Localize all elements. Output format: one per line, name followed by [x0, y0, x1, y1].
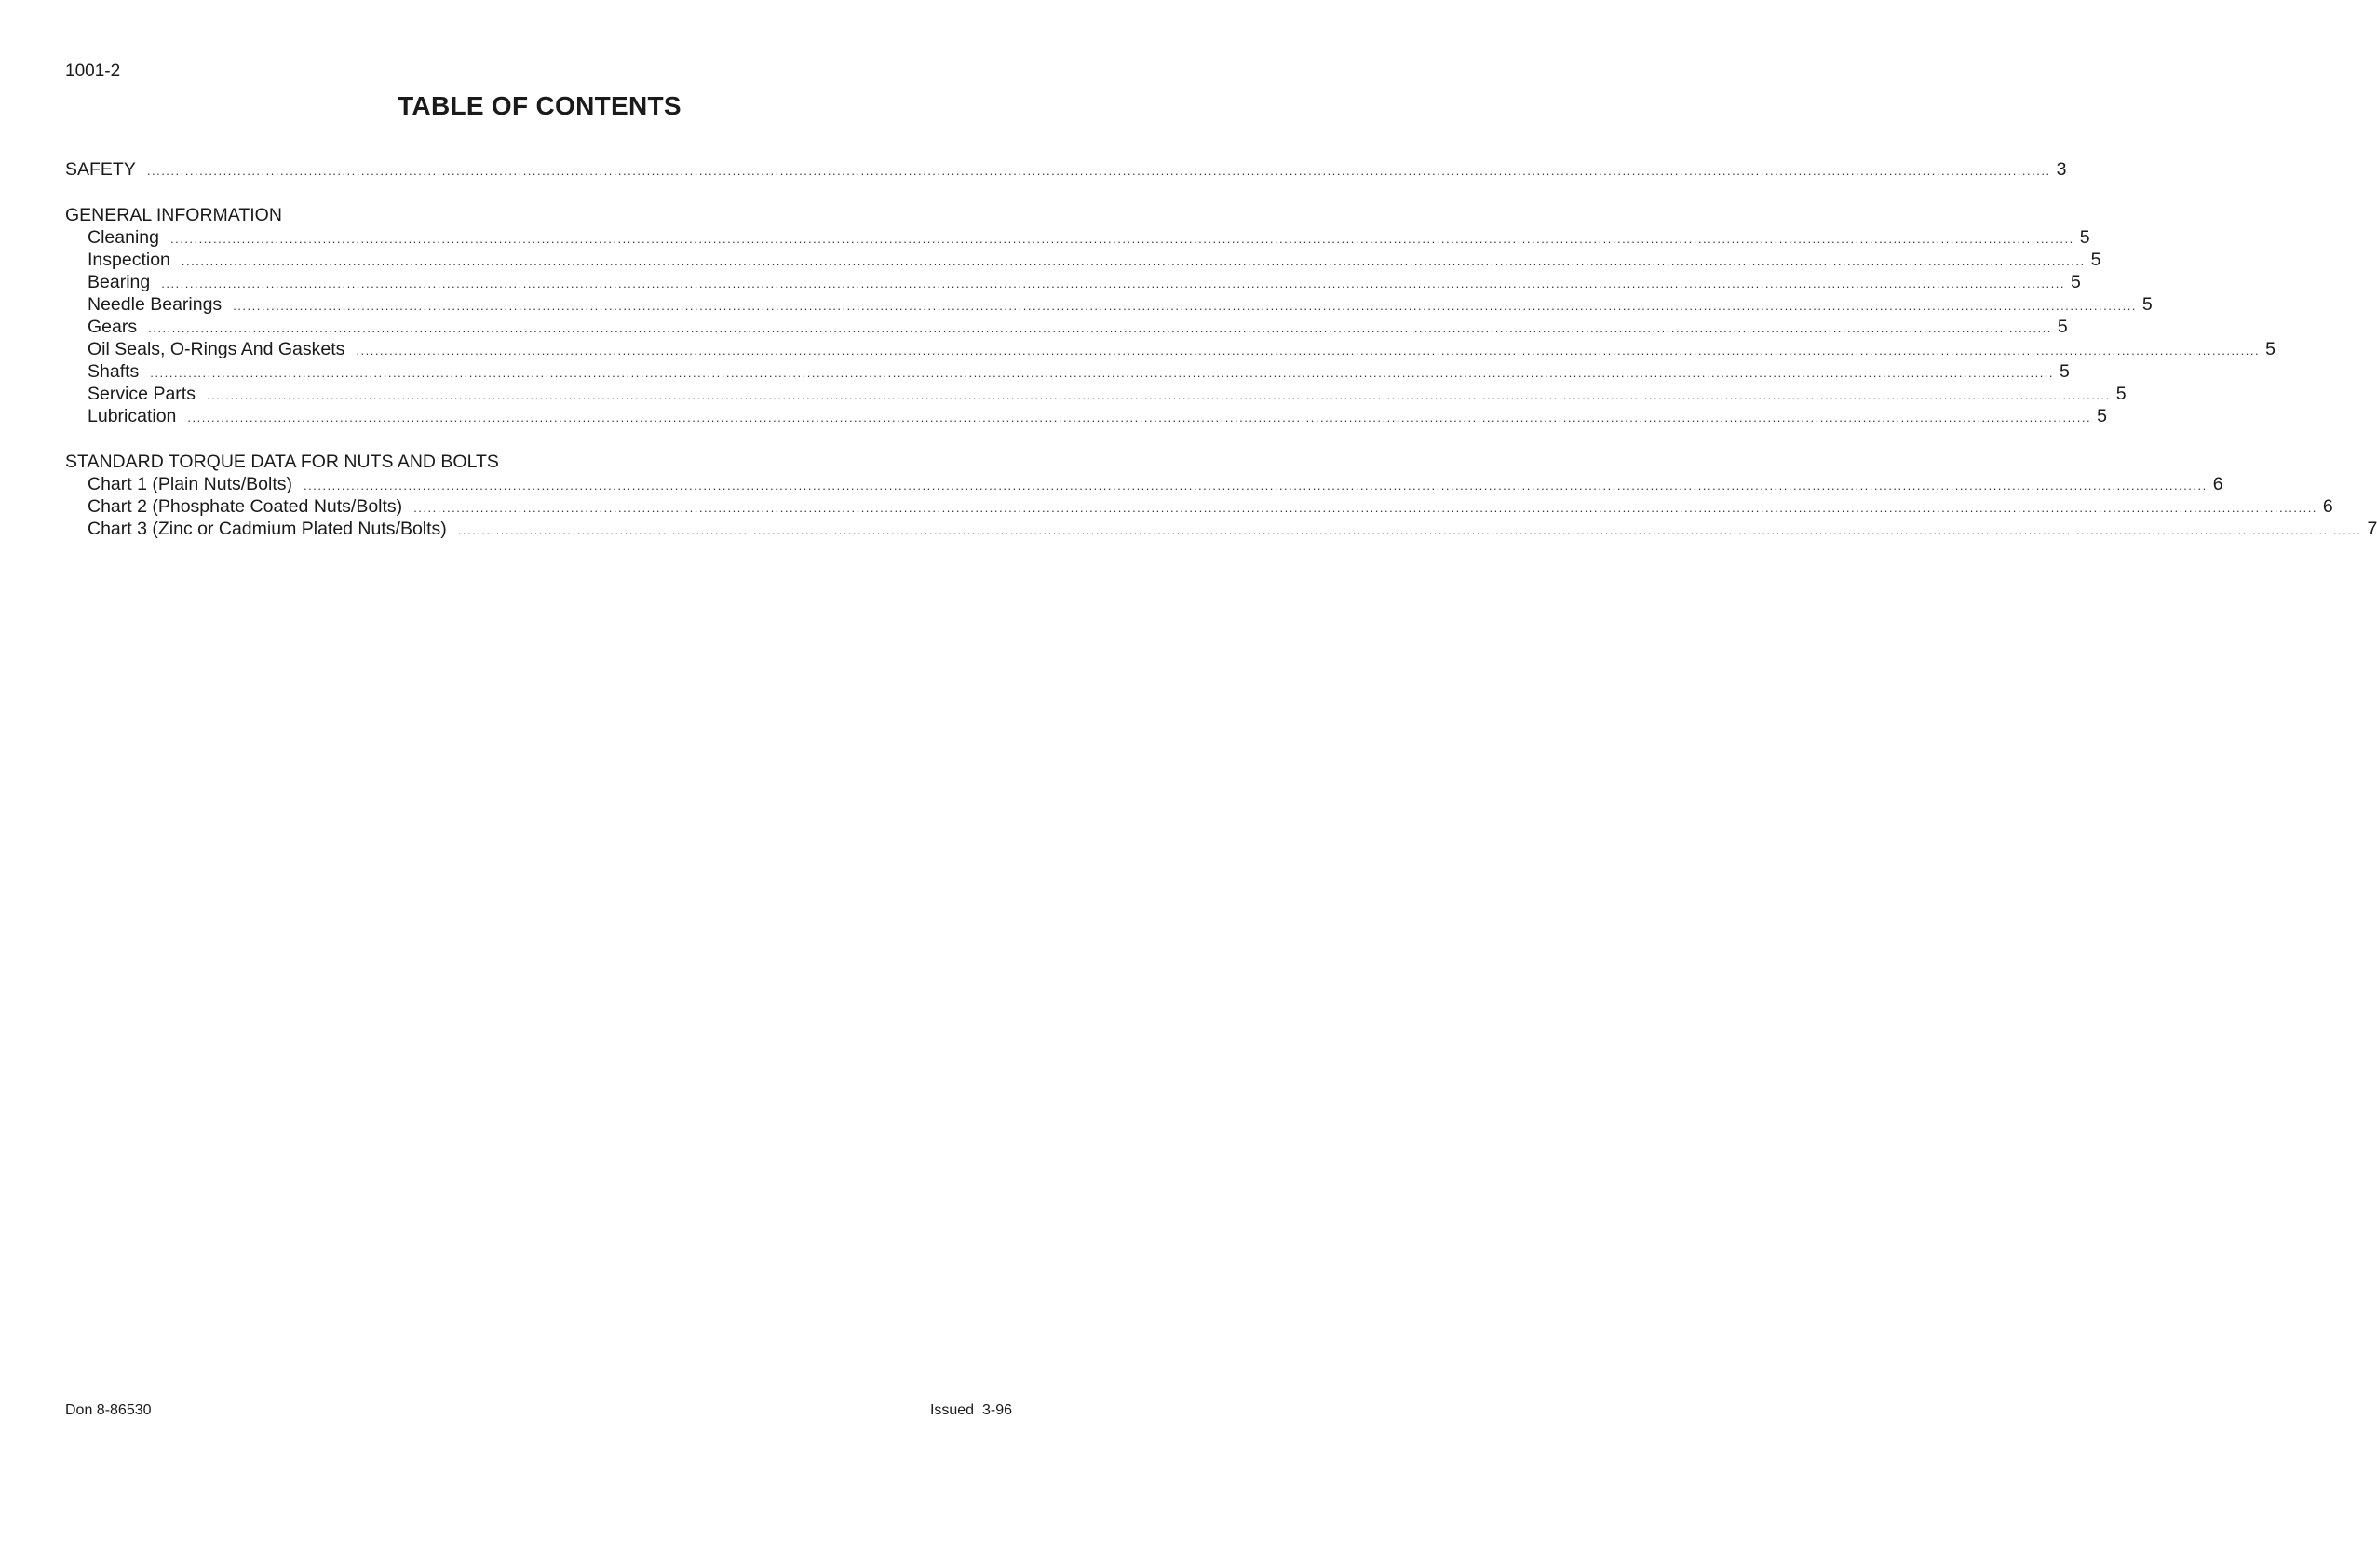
toc-leader-dots: ................................................................................................................................................................................................................................................................................................................................................................................................................ [457, 523, 2362, 537]
toc-entry-label: Shafts [88, 361, 140, 382]
toc-entry-page: 5 [2079, 227, 2090, 248]
section-heading-general-information: GENERAL INFORMATION [65, 205, 282, 225]
toc-entry-page: 6 [2322, 496, 2333, 517]
toc-entry-chart-3[interactable] [88, 518, 2377, 540]
toc-entry-label: Oil Seals, O-Rings And Gaskets [88, 339, 345, 359]
toc-leader-dots: ................................................................................................................................................................................................................................................................................................................................................................................................................ [187, 411, 2092, 425]
toc-entry-label: Inspection [88, 250, 170, 270]
toc-entry-label: Gears [88, 317, 138, 337]
toc-entry-page: 5 [2057, 317, 2068, 337]
toc-entry-lubrication[interactable] [88, 405, 2107, 427]
toc-entry-label: SAFETY [65, 159, 136, 180]
toc-entry-page: 5 [2115, 384, 2127, 404]
toc-entry-needle-bearings[interactable] [88, 293, 2153, 316]
footer-issue-date: Issued 3-96 [929, 1402, 1012, 1418]
toc-entry-oil-seals[interactable] [88, 338, 2276, 360]
toc-entry-label: Bearing [88, 272, 151, 292]
toc-leader-dots: ................................................................................................................................................................................................................................................................................................................................................................................................................ [181, 254, 2086, 268]
toc-leader-dots: ................................................................................................................................................................................................................................................................................................................................................................................................................ [169, 232, 2074, 246]
toc-entry-shafts[interactable] [88, 360, 2070, 383]
toc-entry-page: 7 [2367, 519, 2377, 539]
toc-leader-dots: ................................................................................................................................................................................................................................................................................................................................................................................................................ [206, 388, 2111, 402]
page-number: 1001-2 [65, 61, 121, 81]
toc-leader-dots: ................................................................................................................................................................................................................................................................................................................................................................................................................ [161, 277, 2065, 291]
footer-document-number: Don 8-86530 [65, 1402, 152, 1418]
toc-entry-chart-2[interactable] [88, 495, 2333, 518]
toc-leader-dots: ................................................................................................................................................................................................................................................................................................................................................................................................................ [356, 344, 2261, 358]
toc-leader-dots: ................................................................................................................................................................................................................................................................................................................................................................................................................ [150, 366, 2055, 380]
toc-entry-label: Lubrication [88, 406, 177, 426]
toc-entry-service-parts[interactable] [88, 383, 2127, 405]
toc-entry-page: 3 [2056, 159, 2067, 180]
toc-entry-page: 5 [2090, 250, 2101, 270]
toc-entry-label: Service Parts [88, 384, 196, 404]
page-title: TABLE OF CONTENTS [398, 91, 682, 120]
toc-entry-label: Needle Bearings [88, 294, 223, 315]
section-heading-torque-data: STANDARD TORQUE DATA FOR NUTS AND BOLTS [65, 452, 499, 472]
toc-entry-page: 5 [2141, 294, 2153, 315]
toc-entry-page: 6 [2212, 474, 2223, 494]
toc-entry-page: 5 [2097, 406, 2107, 426]
toc-leader-dots: ................................................................................................................................................................................................................................................................................................................................................................................................................ [304, 479, 2208, 493]
toc-entry-gears[interactable] [88, 316, 2068, 338]
toc-entry-chart-1[interactable] [88, 473, 2223, 495]
toc-entry-inspection[interactable] [88, 249, 2101, 271]
toc-entry-safety[interactable] [65, 158, 2067, 181]
toc-entry-label: Chart 3 (Zinc or Cadmium Plated Nuts/Bolts) [88, 519, 447, 539]
toc-entry-bearing[interactable] [88, 271, 2081, 293]
toc-leader-dots: ................................................................................................................................................................................................................................................................................................................................................................................................................ [146, 164, 2051, 178]
toc-entry-label: Chart 1 (Plain Nuts/Bolts) [88, 474, 292, 494]
toc-entry-page: 5 [2070, 272, 2081, 292]
toc-leader-dots: ................................................................................................................................................................................................................................................................................................................................................................................................................ [413, 501, 2317, 515]
toc-leader-dots: ................................................................................................................................................................................................................................................................................................................................................................................................................ [233, 299, 2137, 313]
toc-entry-cleaning[interactable] [88, 226, 2090, 249]
toc-entry-page: 5 [2060, 361, 2070, 382]
toc-entry-label: Cleaning [88, 227, 159, 248]
toc-leader-dots: ................................................................................................................................................................................................................................................................................................................................................................................................................ [148, 321, 2052, 335]
toc-entry-label: Chart 2 (Phosphate Coated Nuts/Bolts) [88, 496, 403, 517]
toc-entry-page: 5 [2265, 339, 2276, 359]
